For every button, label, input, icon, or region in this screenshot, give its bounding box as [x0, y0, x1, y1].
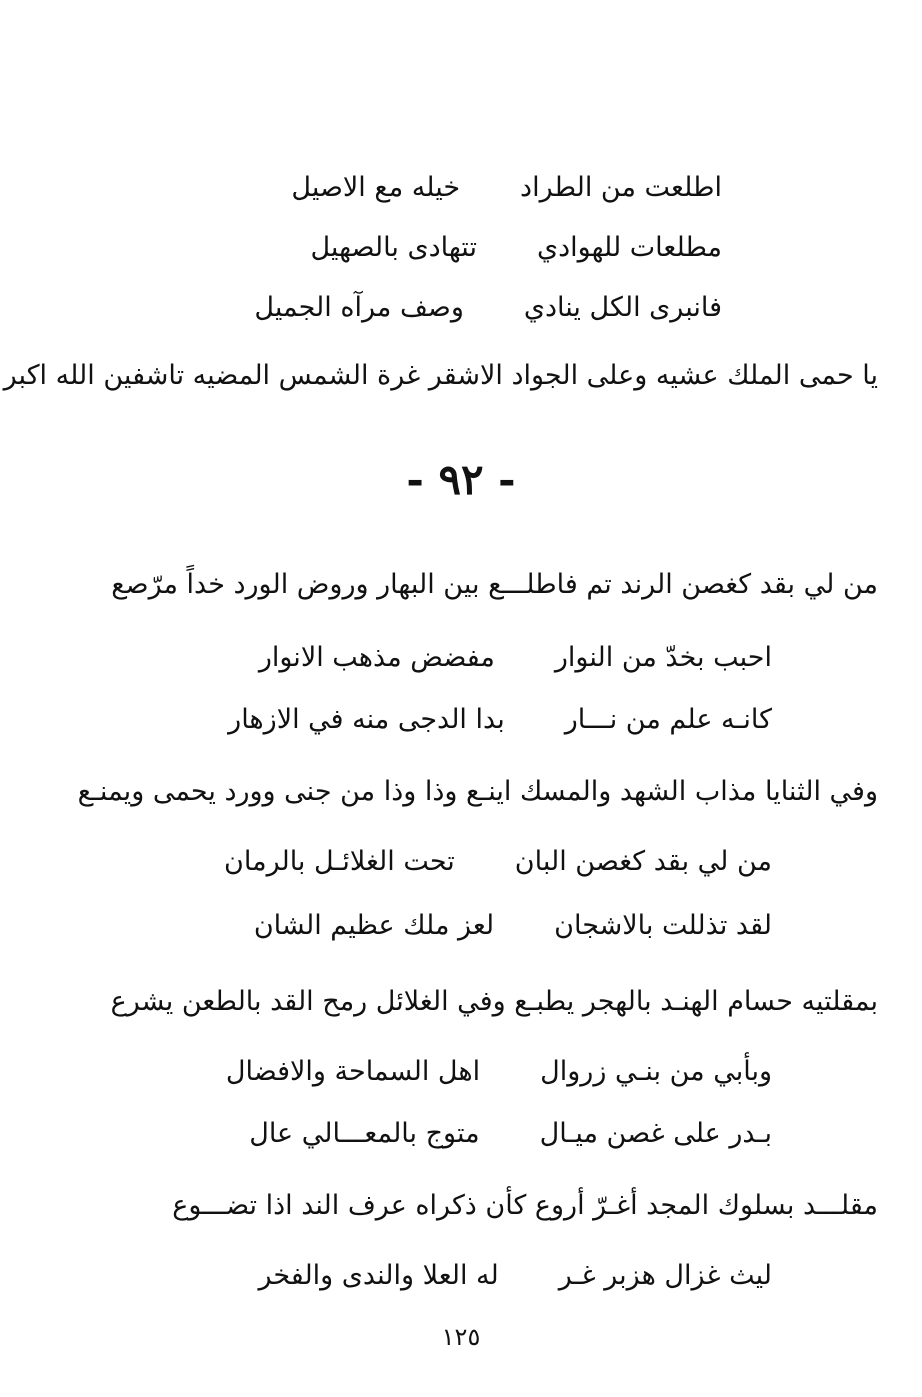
- verse-refrain-line: بمقلتيه حسام الهنـد بالهجر يطبـع وفي الغلائل رمح القد بالطعن يشرع: [110, 986, 878, 1017]
- verse-hemistich-left: له العلا والندى والفخر: [258, 1260, 499, 1291]
- verse-hemistich-right: ليث غزال هزبر غـر: [558, 1260, 772, 1291]
- verse-couplet: [254, 906, 772, 946]
- verse-hemistich-left: لعز ملك عظيم الشان: [253, 910, 495, 941]
- verse-hemistich-left: تتهادى بالصهيل: [310, 232, 477, 263]
- verse-hemistich-right: اطلعت من الطراد: [520, 172, 722, 203]
- verse-hemistich-left: خيله مع الاصيل: [291, 172, 461, 203]
- verse-hemistich-left: مفضض مذهب الانوار: [258, 642, 495, 673]
- verse-refrain-line: من لي بقد كغصن الرند تم فاطلـــع بين البهار وروض الورد خداً مرّصع: [111, 569, 878, 600]
- section-number: - ٩٢ -: [406, 455, 516, 504]
- verse-refrain-line: يا حمى الملك عشيه وعلى الجواد الاشقر غرة الشمس المضيه تاشفين الله اكبر: [3, 360, 878, 391]
- page-number: ١٢٥: [441, 1323, 481, 1351]
- verse-couplet: [226, 1052, 772, 1092]
- verse-refrain-line: وفي الثنايا مذاب الشهد والمسك اينـع وذا وذا من جنى وورد يحمى ويمنـع: [77, 776, 878, 807]
- verse-couplet: [224, 842, 772, 882]
- verse-couplet: [249, 1114, 772, 1154]
- verse-refrain-line: مقلـــد بسلوك المجد أغـرّ أروع كأن ذكراه عرف الند اذا تضـــوع: [172, 1190, 878, 1221]
- verse-hemistich-right: لقد تذللت بالاشجان: [554, 910, 772, 941]
- verse-couplet: [310, 228, 722, 268]
- verse-hemistich-left: متوج بالمعـــالي عال: [249, 1118, 480, 1149]
- verse-hemistich-left: بدا الدجى منه في الازهار: [228, 704, 505, 735]
- verse-couplet: [228, 700, 772, 740]
- verse-hemistich-left: وصف مرآه الجميل: [254, 292, 464, 323]
- verse-hemistich-right: فانبرى الكل ينادي: [523, 292, 722, 323]
- verse-couplet: [291, 168, 722, 208]
- verse-hemistich-right: بـدر على غصن ميـال: [539, 1118, 772, 1149]
- verse-hemistich-right: كانـه علم من نـــار: [564, 704, 772, 735]
- verse-hemistich-left: تحت الغلائـل بالرمان: [224, 846, 455, 877]
- verse-hemistich-right: مطلعات للهوادي: [536, 232, 722, 263]
- verse-hemistich-right: وبأبي من بنـي زروال: [540, 1056, 772, 1087]
- verse-hemistich-right: احبب بخدّ من النوار: [554, 642, 772, 673]
- verse-couplet: [258, 1256, 772, 1296]
- verse-couplet: [254, 288, 722, 328]
- verse-hemistich-right: من لي بقد كغصن البان: [514, 846, 772, 877]
- verse-hemistich-left: اهل السماحة والافضال: [225, 1056, 481, 1087]
- verse-couplet: [259, 638, 772, 678]
